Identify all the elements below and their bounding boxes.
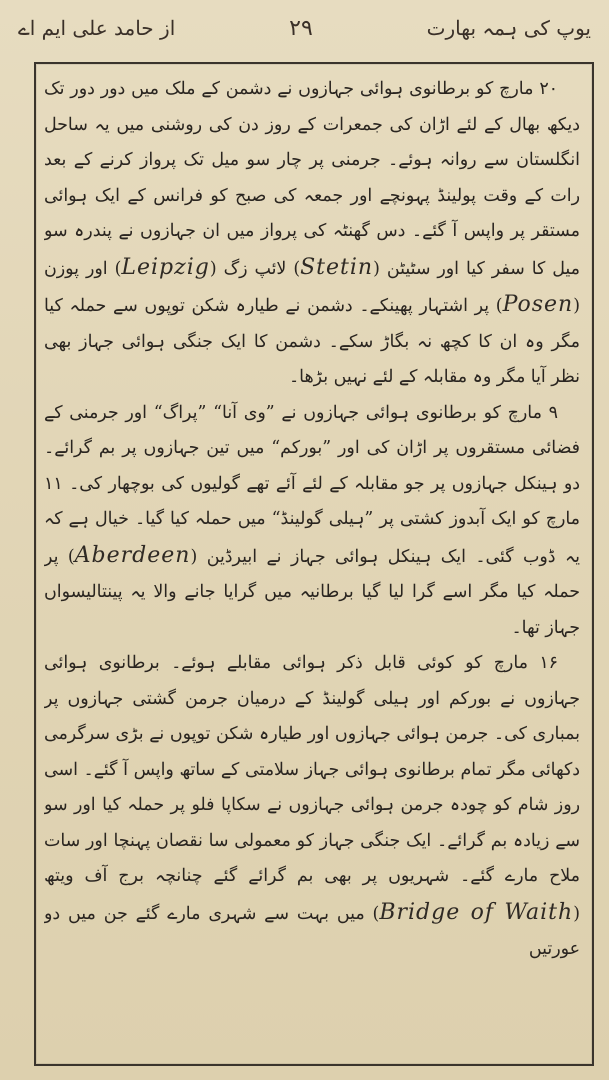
paragraph-2: ۹ مارچ کو برطانوی ہوائی جہازوں نے ”وی آنا“ ”پراگ“ اور جرمنی کے فضائی مستقروں پر اڑان کی اور ”بورکم“ میں تین جہازوں پر بم گرائے۔ دو ہینکل جہازوں پر جو مقابلہ کے لئے آئے تھے گولیوں کی بوچھار کی۔ ۱۱ مارچ کو ایک آبدوز کشتی پر ”ہیلی گولینڈ“ میں حملہ کیا گیا۔ خیال ہے کہ یہ ڈوب گئی۔ ایک ہینکل ہوائی جہاز نے ابیرڈین (Aberdeen) پر حملہ کیا مگر اسے گرا لیا گیا برطانیہ میں گرایا جانے والا یہ پینتالیسواں جہاز تھا۔: [44, 402, 580, 638]
page-header: [18, 8, 591, 48]
latin-word-posen: Posen: [502, 292, 574, 317]
author-line: از حامد علی ایم اے: [18, 16, 176, 40]
running-title: یوپ کی ہمہ بھارت: [426, 16, 591, 40]
latin-word-bridge-of-waith: Bridge of Waith: [379, 899, 574, 925]
main-text: [44, 72, 580, 1052]
paragraph-1: ۲۰ مارچ کو برطانوی ہوائی جہازوں نے دشمن کے ملک میں دور دور تک دیکھ بھال کے لئے اڑان کی جمعرات کے روز دن کی روشنی میں یہ ساحل انگلستان سے روانہ ہوئے۔ جرمنی پر چار سو میل تک پرواز کرنے کے بعد رات کے وقت پولینڈ پہونچے اور جمعہ کی صبح کو فرانس کے ایک ہوائی مستقر پر واپس آ گئے۔ دس گھنٹہ کی پرواز میں ان جہازوں نے پندرہ سو میل کا سفر کیا اور سٹیٹن (Stetin) لائپ زگ (Leipzig) اور پوزن (Posen) پر اشتہار پھینکے۔ دشمن نے طیارہ شکن توپوں سے حملہ کیا مگر وہ ان کا کچھ نہ بگاڑ سکے۔ دشمن کا ایک جنگی ہوائی جہاز بھی نظر آیا مگر وہ مقابلہ کے لئے نہیں بڑھا۔: [44, 79, 580, 387]
latin-word-aberdeen: Aberdeen: [74, 542, 191, 568]
latin-word-stetin: Stetin: [300, 254, 374, 280]
page-number: ۲۹: [289, 15, 313, 41]
paragraph-3: ۱۶ مارچ کو کوئی قابل ذکر ہوائی مقابلے ہوئے۔ برطانوی ہوائی جہازوں نے بورکم اور ہیلی گولینڈ کے درمیان جرمن گشتی جہازوں پر بمباری کی۔ جرمن ہوائی جہازوں اور طیارہ شکن توپوں نے بڑی سرگرمی دکھائی مگر تمام برطانوی ہوائی جہاز سلامتی کے ساتھ واپس آ گئے۔ اسی روز شام کو چودہ جرمن ہوائی جہازوں نے سکاپا فلو پر حملہ کیا اور سو سے زیادہ بم گرائے۔ ایک جنگی جہاز کو معمولی سا نقصان پہنچا اور سات ملاح مارے گئے۔ شہریوں پر بھی بم گرائے گئے چنانچہ برج آف ویتھ (Bridge of Waith) میں بہت سے شہری مارے گئے جن میں دو عورتیں: [44, 653, 580, 959]
latin-word-leipzig: Leipzig: [121, 254, 210, 280]
